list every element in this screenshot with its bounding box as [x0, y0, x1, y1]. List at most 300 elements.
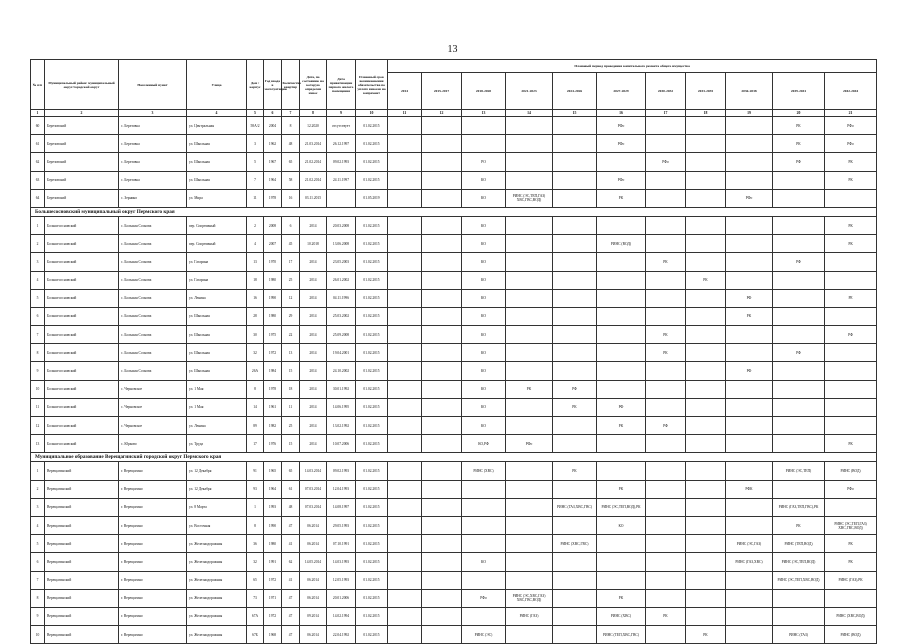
period-cell [422, 253, 462, 271]
privatization-date-cell: 30.01.1992 [327, 380, 356, 398]
house-cell: 93 [247, 480, 264, 498]
period-cell [686, 344, 726, 362]
header-col-number: 9 [327, 110, 356, 117]
table-row [31, 589, 877, 607]
year-cell: 1976 [264, 435, 282, 453]
period-cell [422, 344, 462, 362]
header-street: Улица [187, 60, 247, 110]
period-cell [422, 171, 462, 189]
period-cell [422, 362, 462, 380]
period-cell [686, 516, 726, 534]
period-cell [726, 589, 773, 607]
district-cell: Верещагинский [45, 571, 119, 589]
year-cell: 1964 [264, 171, 282, 189]
period-cell [553, 626, 597, 644]
period-cell [646, 480, 686, 498]
header-year: Год ввода в эксплуатацию [264, 60, 282, 110]
period-cell: РФ [646, 417, 686, 435]
period-cell [422, 271, 462, 289]
planned-term-cell: 01.02.2015 [356, 607, 388, 625]
settlement-cell: с. Большая Соснова [119, 253, 187, 271]
period-cell [506, 480, 553, 498]
page-number: 13 [447, 44, 458, 55]
row-number: 1 [31, 216, 45, 234]
header-period: 2018-2020 [462, 73, 506, 110]
period-cell: КО [462, 326, 506, 344]
header-col-number: 8 [300, 110, 327, 117]
row-number: 13 [31, 435, 45, 453]
period-cell [506, 289, 553, 307]
period-cell [726, 435, 773, 453]
repair-date-cell: 21.02.2014 [300, 171, 327, 189]
house-cell: 65 [247, 571, 264, 589]
period-cell [825, 253, 877, 271]
repair-date-cell: 07.03.2014 [300, 480, 327, 498]
period-cell [597, 216, 646, 234]
period-cell [388, 571, 422, 589]
privatization-date-cell: 19.04.2001 [327, 344, 356, 362]
period-cell [825, 271, 877, 289]
period-cell: РК [825, 216, 877, 234]
period-cell: РИНС (ХВС,ВОД) [825, 607, 877, 625]
period-cell: РК [597, 189, 646, 207]
header-col-number: 2 [45, 110, 119, 117]
planned-term-cell: 01.02.2015 [356, 253, 388, 271]
period-cell [388, 235, 422, 253]
period-cell [597, 307, 646, 325]
privatization-date-cell: 14.08.1997 [327, 498, 356, 516]
year-cell: 2007 [264, 235, 282, 253]
street-cell: ул. Железнодорожная [187, 571, 247, 589]
planned-term-cell: 01.02.2015 [356, 271, 388, 289]
period-cell: РФ [773, 253, 825, 271]
period-cell [422, 398, 462, 416]
repair-date-cell: 2014 [300, 271, 327, 289]
privatization-date-cell: 10.07.2006 [327, 435, 356, 453]
repair-date-cell: 06.2014 [300, 535, 327, 553]
period-cell [726, 171, 773, 189]
planned-term-cell: 01.02.2015 [356, 535, 388, 553]
privatization-date-cell: 24.10.2002 [327, 362, 356, 380]
period-cell: РИНС (ТЕП,ВОД) [773, 535, 825, 553]
repair-date-cell: 2014 [300, 326, 327, 344]
period-cell [726, 398, 773, 416]
house-cell: 16 [247, 289, 264, 307]
house-cell: 13 [247, 253, 264, 271]
period-cell [388, 435, 422, 453]
section-title: Большесосновский муниципальный округ Пермского края [31, 207, 877, 216]
apartments-cell: 29 [282, 307, 300, 325]
period-cell [686, 498, 726, 516]
header-privatization-date: Дата приватизации первого жилого помещения [327, 60, 356, 110]
apartments-cell: 47 [282, 607, 300, 625]
header-col-number: 6 [264, 110, 282, 117]
period-cell: РК [553, 462, 597, 480]
header-district: Муниципальный район/ муниципальный округ/городской округ [45, 60, 119, 110]
period-cell [773, 607, 825, 625]
period-cell [646, 117, 686, 135]
period-cell: РО [462, 153, 506, 171]
period-cell: КО [462, 216, 506, 234]
settlement-cell: г. Верещагино [119, 553, 187, 571]
apartments-cell: 65 [282, 462, 300, 480]
privatization-date-cell: отсутствует [327, 117, 356, 135]
period-cell [553, 607, 597, 625]
row-number: 10 [31, 626, 45, 644]
planned-term-cell: 01.02.2015 [356, 571, 388, 589]
period-cell [773, 435, 825, 453]
capital-repair-table [30, 59, 877, 644]
table-row [31, 362, 877, 380]
period-cell [388, 626, 422, 644]
district-cell: Большесосновский [45, 235, 119, 253]
period-cell [773, 189, 825, 207]
settlement-cell: г. Верещагино [119, 589, 187, 607]
repair-date-cell: 07.03.2014 [300, 498, 327, 516]
house-cell: 89 [247, 417, 264, 435]
house-cell: 67Б [247, 626, 264, 644]
period-cell [825, 189, 877, 207]
period-cell [686, 216, 726, 234]
apartments-cell: 18 [282, 380, 300, 398]
row-number: 9 [31, 607, 45, 625]
street-cell: ул. Школьная [187, 344, 247, 362]
apartments-cell: 16 [282, 189, 300, 207]
period-cell: КО [462, 189, 506, 207]
apartments-cell: 41 [282, 571, 300, 589]
settlement-cell: с. Березовка [119, 171, 187, 189]
period-cell [773, 398, 825, 416]
period-cell [422, 216, 462, 234]
settlement-cell: с. Большая Соснова [119, 216, 187, 234]
period-cell [646, 435, 686, 453]
year-cell: 1965 [264, 462, 282, 480]
district-cell: Большесосновский [45, 271, 119, 289]
period-cell [422, 516, 462, 534]
period-cell [506, 417, 553, 435]
period-cell [506, 553, 553, 571]
section-title: Муниципальное образование Верещагинский городской округ Пермского края [31, 453, 877, 462]
period-cell: РК [825, 435, 877, 453]
period-cell [553, 553, 597, 571]
header-planned-term: Плановый срок возникновения обязательства по уплате взносов на капремонт [356, 60, 388, 110]
planned-term-cell: 01.02.2015 [356, 398, 388, 416]
repair-date-cell: 10.2018 [300, 235, 327, 253]
row-number: 8 [31, 344, 45, 362]
privatization-date-cell: 26.01.2002 [327, 271, 356, 289]
row-number: 60 [31, 117, 45, 135]
header-period: 2014 [388, 73, 422, 110]
period-cell [553, 253, 597, 271]
period-cell [726, 326, 773, 344]
house-cell: 2 [247, 216, 264, 234]
year-cell: 1970 [264, 253, 282, 271]
period-cell: РК [646, 326, 686, 344]
period-cell [773, 326, 825, 344]
period-cell [506, 235, 553, 253]
header-col-number: 14 [506, 110, 553, 117]
year-cell: 1964 [264, 480, 282, 498]
period-cell: КО [462, 553, 506, 571]
period-cell [646, 498, 686, 516]
table-row [31, 535, 877, 553]
period-cell [825, 417, 877, 435]
period-cell [646, 535, 686, 553]
row-number: 9 [31, 362, 45, 380]
period-cell [388, 153, 422, 171]
header-period: 2030-2032 [646, 73, 686, 110]
year-cell: 1972 [264, 571, 282, 589]
district-cell: Большесосновский [45, 344, 119, 362]
repair-date-cell: 12.2020 [300, 117, 327, 135]
period-cell [462, 516, 506, 534]
period-cell [646, 516, 686, 534]
period-cell [388, 535, 422, 553]
district-cell: Большесосновский [45, 253, 119, 271]
planned-term-cell: 01.02.2015 [356, 289, 388, 307]
district-cell: Большесосновский [45, 380, 119, 398]
period-cell [388, 589, 422, 607]
header-period: 2027-2029 [597, 73, 646, 110]
period-cell: РИНС (ЭС,ГАЗ) [726, 535, 773, 553]
period-cell [646, 216, 686, 234]
year-cell: 1990 [264, 289, 282, 307]
settlement-cell: с. Большая Соснова [119, 271, 187, 289]
planned-term-cell: 01.02.2015 [356, 498, 388, 516]
period-cell: КО [462, 417, 506, 435]
settlement-cell: г. Верещагино [119, 535, 187, 553]
planned-term-cell: 01.02.2015 [356, 307, 388, 325]
period-cell [506, 271, 553, 289]
period-cell: РК [773, 516, 825, 534]
settlement-cell: с. Березовка [119, 117, 187, 135]
period-cell [726, 344, 773, 362]
period-cell [388, 307, 422, 325]
planned-term-cell: 01.02.2015 [356, 235, 388, 253]
house-cell: 73 [247, 589, 264, 607]
street-cell: ул. 12 Декабря [187, 480, 247, 498]
period-cell [462, 117, 506, 135]
period-cell [686, 189, 726, 207]
street-cell: ул. Гагарина [187, 253, 247, 271]
district-cell: Верещагинский [45, 480, 119, 498]
row-number: 7 [31, 571, 45, 589]
period-cell: РИНС (ГАЗ),РК [825, 571, 877, 589]
period-cell [825, 344, 877, 362]
period-cell [553, 307, 597, 325]
period-cell [597, 553, 646, 571]
period-cell [646, 271, 686, 289]
district-cell: Верещагинский [45, 498, 119, 516]
table-row [31, 571, 877, 589]
street-cell: ул. Школьная [187, 326, 247, 344]
repair-date-cell: 06.2014 [300, 589, 327, 607]
street-cell: ул. Железнодорожная [187, 626, 247, 644]
period-cell [506, 571, 553, 589]
row-number: 3 [31, 253, 45, 271]
header-house: Дом / корпус [247, 60, 264, 110]
privatization-date-cell: 29.05.1993 [327, 516, 356, 534]
district-cell: Верещагинский [45, 553, 119, 571]
header-repair-date: Дата, по состоянию на которую определен износ [300, 60, 327, 110]
period-cell [773, 589, 825, 607]
privatization-date-cell: 12.05.1993 [327, 571, 356, 589]
repair-date-cell: 03.11.2015 [300, 189, 327, 207]
period-cell: РК [597, 589, 646, 607]
district-cell: Большесосновский [45, 289, 119, 307]
table-row [31, 480, 877, 498]
period-cell [506, 307, 553, 325]
period-cell [388, 344, 422, 362]
header-col-number: 12 [422, 110, 462, 117]
period-cell: РИНС (ЭС,ТЕП,ГАЗ) ХВС,ГВС,ВОД) [506, 189, 553, 207]
settlement-cell: г. Верещагино [119, 516, 187, 534]
district-cell: Большесосновский [45, 326, 119, 344]
period-cell [646, 553, 686, 571]
period-cell: РК [597, 417, 646, 435]
period-cell: РФо [825, 117, 877, 135]
period-cell [686, 380, 726, 398]
apartments-cell: 15 [282, 362, 300, 380]
apartments-cell: 22 [282, 326, 300, 344]
planned-term-cell: 01.02.2015 [356, 171, 388, 189]
planned-term-cell: 01.05.2019 [356, 189, 388, 207]
period-cell [773, 235, 825, 253]
planned-term-cell: 01.02.2015 [356, 553, 388, 571]
period-cell: РФо [506, 435, 553, 453]
repair-date-cell: 14.05.2014 [300, 553, 327, 571]
house-cell: 17 [247, 435, 264, 453]
header-col-number: 20 [773, 110, 825, 117]
period-cell [646, 362, 686, 380]
row-number: 4 [31, 271, 45, 289]
house-cell: 11 [247, 189, 264, 207]
street-cell: ул. Мира [187, 189, 247, 207]
period-cell [506, 253, 553, 271]
period-cell: РИНС (ВОД) [825, 626, 877, 644]
year-cell: 1980 [264, 271, 282, 289]
privatization-date-cell: 24.11.1997 [327, 171, 356, 189]
period-cell: РФо [597, 135, 646, 153]
period-cell [825, 498, 877, 516]
header-col-number: 17 [646, 110, 686, 117]
period-cell [388, 380, 422, 398]
street-cell: ул. Школьная [187, 135, 247, 153]
period-cell [553, 589, 597, 607]
period-cell [726, 462, 773, 480]
period-cell [553, 135, 597, 153]
period-cell [773, 417, 825, 435]
district-cell: Березовский [45, 135, 119, 153]
period-cell [388, 553, 422, 571]
period-cell [686, 535, 726, 553]
period-cell [388, 516, 422, 534]
privatization-date-cell: 26.12.1997 [327, 135, 356, 153]
period-cell [506, 326, 553, 344]
period-cell: РИНС (ГАЗ) [506, 607, 553, 625]
row-number: 62 [31, 153, 45, 171]
repair-date-cell: 14.03.2014 [300, 462, 327, 480]
repair-date-cell: 2014 [300, 216, 327, 234]
period-cell [462, 571, 506, 589]
period-cell [726, 253, 773, 271]
apartments-cell: 65 [282, 153, 300, 171]
row-number: 8 [31, 589, 45, 607]
repair-date-cell: 21.02.2014 [300, 153, 327, 171]
period-cell: РИНС (ЭС,ХВС,ГАЗ) ХВС,ГВС,ВОД) [506, 589, 553, 607]
district-cell: Березовский [45, 153, 119, 171]
district-cell: Верещагинский [45, 535, 119, 553]
period-cell [388, 480, 422, 498]
period-cell [597, 153, 646, 171]
house-cell: 3 [247, 135, 264, 153]
period-cell: РИНС (ВОД) [597, 235, 646, 253]
period-cell [506, 626, 553, 644]
repair-date-cell: 09.2014 [300, 607, 327, 625]
period-cell: РИНС (ЭС,ТЕП,ВОД),РК [597, 498, 646, 516]
row-number: 1 [31, 462, 45, 480]
period-cell [422, 417, 462, 435]
table-row [31, 216, 877, 234]
repair-date-cell: 2014 [300, 398, 327, 416]
period-cell [646, 135, 686, 153]
settlement-cell: г. Верещагино [119, 498, 187, 516]
period-cell [597, 362, 646, 380]
street-cell: ул. Железнодорожная [187, 589, 247, 607]
repair-date-cell: 2014 [300, 417, 327, 435]
period-cell [462, 607, 506, 625]
period-cell [686, 117, 726, 135]
settlement-cell: с. Зернино [119, 189, 187, 207]
header-col-number: 4 [187, 110, 247, 117]
period-cell [773, 480, 825, 498]
repair-date-cell: 2014 [300, 380, 327, 398]
period-cell: РИНС (ХВС,ГВС) [553, 535, 597, 553]
period-cell [506, 135, 553, 153]
privatization-date-cell: 07.10.1991 [327, 535, 356, 553]
period-cell [773, 307, 825, 325]
table-row [31, 398, 877, 416]
period-cell [553, 216, 597, 234]
period-cell: РИНС (ЭС,ТЕП,ХВС,ВОД) [773, 571, 825, 589]
period-cell: КО [462, 307, 506, 325]
apartments-cell: 6 [282, 216, 300, 234]
period-cell [773, 380, 825, 398]
period-cell [773, 271, 825, 289]
period-cell: КО [462, 289, 506, 307]
period-cell [686, 589, 726, 607]
year-cell: 1967 [264, 153, 282, 171]
planned-term-cell: 01.02.2015 [356, 362, 388, 380]
period-cell [388, 417, 422, 435]
header-col-number: 18 [686, 110, 726, 117]
header-period: 2033-2035 [686, 73, 726, 110]
period-cell [506, 153, 553, 171]
district-cell: Верещагинский [45, 626, 119, 644]
period-cell [686, 607, 726, 625]
period-cell [646, 380, 686, 398]
district-cell: Верещагинский [45, 589, 119, 607]
row-number: 7 [31, 326, 45, 344]
period-cell [825, 362, 877, 380]
period-cell [422, 326, 462, 344]
house-cell: 30 [247, 326, 264, 344]
period-cell [388, 362, 422, 380]
house-cell: 8 [247, 380, 264, 398]
period-cell [726, 235, 773, 253]
period-cell [553, 435, 597, 453]
table-row [31, 307, 877, 325]
